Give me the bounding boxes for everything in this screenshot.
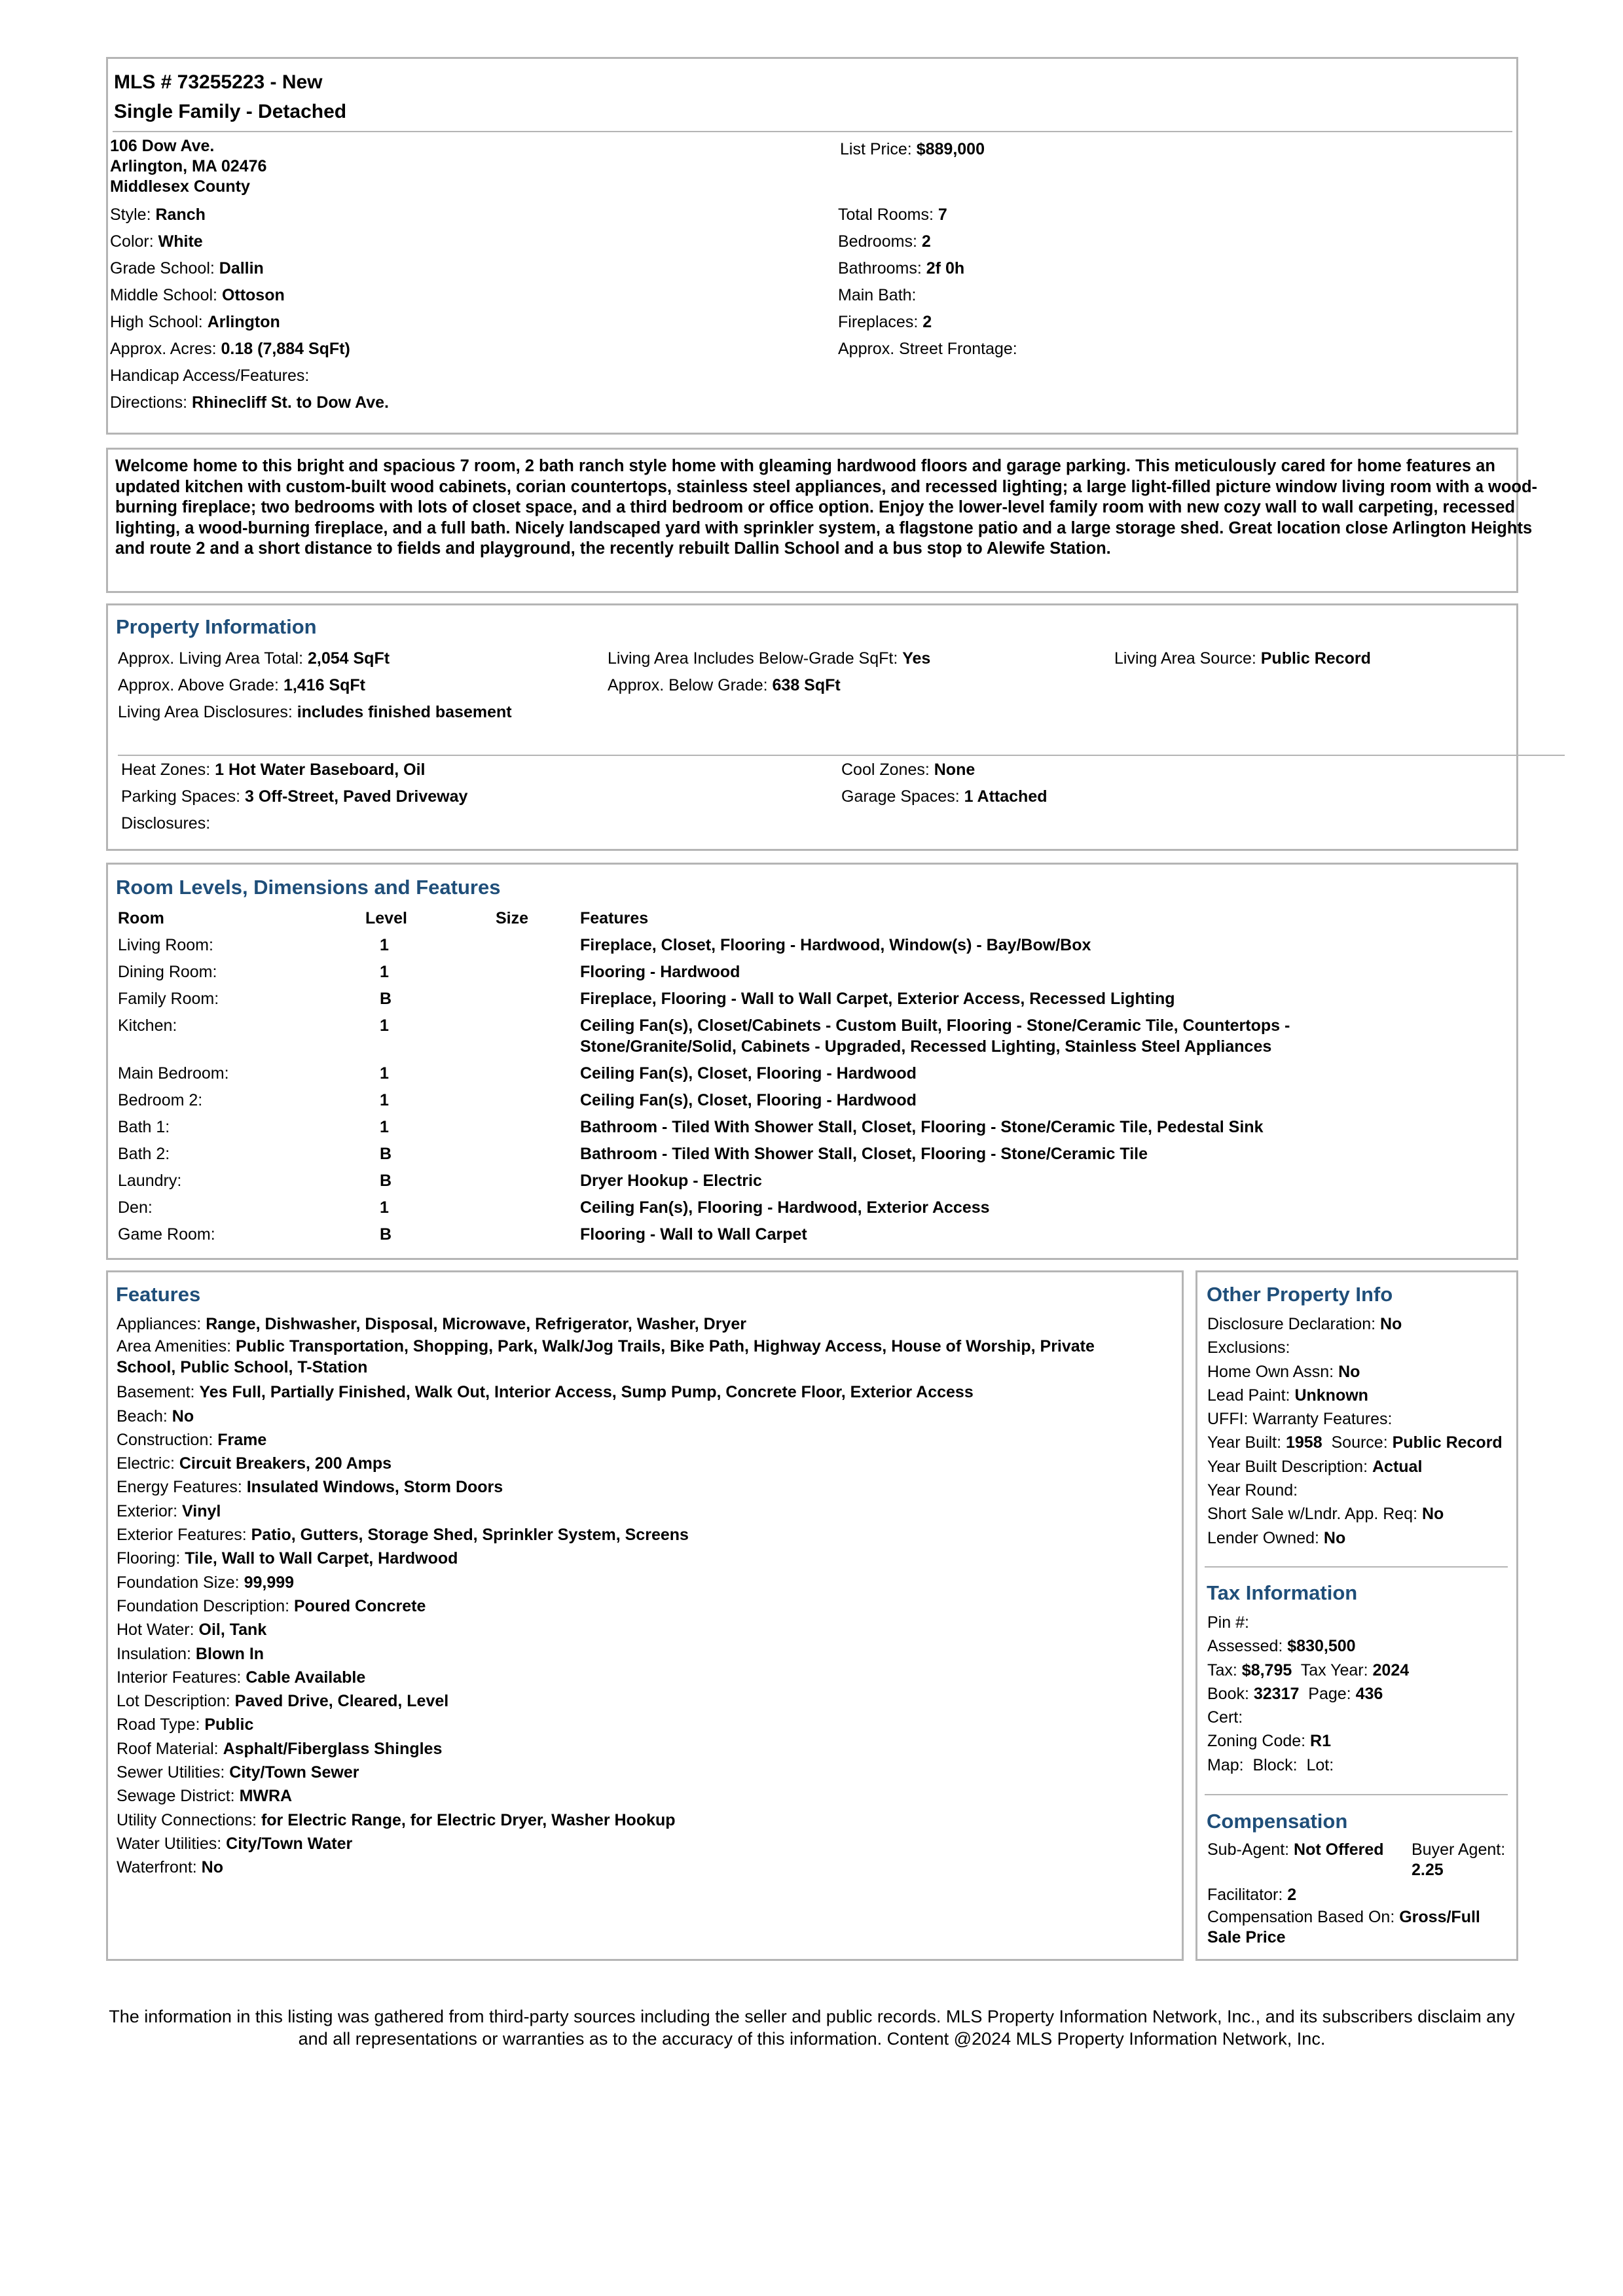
year-round: Year Round: <box>1207 1481 1298 1500</box>
detail-bedrooms: Bedrooms: 2 <box>838 232 931 251</box>
list-item: Lot Description: Paved Drive, Cleared, Level <box>117 1692 449 1711</box>
room-name: Main Bedroom: <box>118 1064 229 1083</box>
short-sale: Short Sale w/Lndr. App. Req: No <box>1207 1505 1444 1524</box>
compensation-title: Compensation <box>1207 1810 1348 1833</box>
above-grade: Approx. Above Grade: 1,416 SqFt <box>118 676 365 694</box>
list-item: Waterfront: No <box>117 1858 223 1877</box>
book-page: Book: 32317 Page: 436 <box>1207 1684 1383 1703</box>
list-price: List Price: $889,000 <box>840 140 985 158</box>
list-item: Roof Material: Asphalt/Fiberglass Shingles <box>117 1739 443 1758</box>
room-level: 1 <box>380 936 389 954</box>
room-name: Laundry: <box>118 1172 182 1190</box>
detail-grade-school: Grade School: Dallin <box>110 259 264 278</box>
buyer-agent-value: 2.25 <box>1412 1861 1444 1879</box>
property-info-title: Property Information <box>116 615 317 638</box>
lender-owned: Lender Owned: No <box>1207 1528 1346 1547</box>
cert: Cert: <box>1207 1708 1243 1727</box>
below-grade-included: Living Area Includes Below-Grade SqFt: Yes <box>608 649 931 668</box>
address-street: 106 Dow Ave. <box>110 137 215 155</box>
living-area-total: Approx. Living Area Total: 2,054 SqFt <box>118 649 390 668</box>
room-name: Family Room: <box>118 990 219 1008</box>
remarks-text: Welcome home to this bright and spacious 7 room, 2 bath ranch style home with gleaming hardwood floors and garage parking. This meticulously cared for home features an updated kitchen with custom-built wood cabinets, corian countertops, stainless steel appliances, and recessed lighting; a large light-filled picture window living room with a wood-burning fireplace; two bedrooms with lots of closet space, and a third bedroom or office option. Enjoy the lower-level family room with new cozy wall to wall carpeting, recessed lighting, a wood-burning fireplace, and a full bath. Nicely landscaped yard with sprinkler system, a flagstone patio and a large storage shed. Great location close Arlington Heights and route 2 and a short distance to fields and playground, the recently rebuilt Dallin School and a bus stop to Alewife Station. <box>115 457 1538 558</box>
room-level: B <box>380 1225 392 1244</box>
list-item: Flooring: Tile, Wall to Wall Carpet, Hardwood <box>117 1549 458 1568</box>
list-item: Energy Features: Insulated Windows, Storm Doors <box>117 1478 503 1497</box>
mls-number: MLS # 73255223 - New <box>114 71 323 93</box>
list-item: Insulation: Blown In <box>117 1644 264 1663</box>
disclosures: Disclosures: <box>121 814 211 833</box>
exclusions: Exclusions: <box>1207 1338 1290 1357</box>
list-item: Foundation Description: Poured Concrete <box>117 1596 426 1615</box>
room-name: Kitchen: <box>118 1016 177 1035</box>
address-county: Middlesex County <box>110 177 250 196</box>
list-item: Foundation Size: 99,999 <box>117 1573 295 1592</box>
room-level: B <box>380 990 392 1008</box>
room-features: Bathroom - Tiled With Shower Stall, Closet, Flooring - Stone/Ceramic Tile, Pedestal Sink <box>580 1118 1264 1136</box>
list-item: Basement: Yes Full, Partially Finished, Walk Out, Interior Access, Sump Pump, Concrete Floor, Exterior Access <box>117 1383 974 1402</box>
detail-high-school: High School: Arlington <box>110 313 280 331</box>
room-features: Ceiling Fan(s), Closet, Flooring - Hardwood <box>580 1064 917 1083</box>
list-item: Area Amenities: Public Transportation, Shopping, Park, Walk/Jog Trails, Bike Path, Highway Access, House of Worship, Private School, Public School, T-Station <box>117 1337 1095 1377</box>
detail-style: Style: Ranch <box>110 206 206 224</box>
header-divider <box>113 131 1512 132</box>
list-item: Construction: Frame <box>117 1430 267 1449</box>
list-item: Road Type: Public <box>117 1715 254 1734</box>
tax-title: Tax Information <box>1207 1581 1358 1604</box>
assessed: Assessed: $830,500 <box>1207 1637 1356 1656</box>
room-level: B <box>380 1172 392 1190</box>
rooms-header-size: Size <box>496 909 529 927</box>
room-features: Bathroom - Tiled With Shower Stall, Closet, Flooring - Stone/Ceramic Tile <box>580 1145 1148 1163</box>
room-level: 1 <box>380 963 389 981</box>
home-own-assn: Home Own Assn: No <box>1207 1362 1360 1381</box>
detail-main-bath: Main Bath: <box>838 286 917 304</box>
tax-list <box>1207 1611 1508 1777</box>
lead-paint: Lead Paint: Unknown <box>1207 1386 1368 1405</box>
list-item: Electric: Circuit Breakers, 200 Amps <box>117 1454 392 1473</box>
room-name: Bath 2: <box>118 1145 170 1163</box>
other-info-title: Other Property Info <box>1207 1283 1393 1306</box>
room-name: Bath 1: <box>118 1118 170 1136</box>
list-item: Exterior: Vinyl <box>117 1501 221 1520</box>
list-item: Beach: No <box>117 1407 194 1426</box>
zoning-code: Zoning Code: R1 <box>1207 1732 1332 1751</box>
room-level: 1 <box>380 1118 389 1136</box>
disclaimer-footer: The information in this listing was gathered from third-party sources including the seller and public records. MLS Property Information Network, Inc., and its subscribers disclaim any and all representations or warranties as to the accuracy of this information. Content @2024 MLS Property Information Network, Inc. <box>109 2007 1515 2049</box>
detail-middle-school: Middle School: Ottoson <box>110 286 285 304</box>
room-level: 1 <box>380 1198 389 1217</box>
pin: Pin #: <box>1207 1613 1249 1632</box>
list-item: Sewage District: MWRA <box>117 1787 293 1806</box>
buyer-agent <box>1412 1840 1510 1880</box>
detail-directions: Directions: Rhinecliff St. to Dow Ave. <box>110 393 389 412</box>
facilitator: Facilitator: 2 <box>1207 1886 1297 1904</box>
uffi: UFFI: Warranty Features: <box>1207 1410 1393 1429</box>
other-info-divider <box>1205 1566 1508 1568</box>
room-features: Ceiling Fan(s), Closet/Cabinets - Custom Built, Flooring - Stone/Ceramic Tile, Countertops - Stone/Granite/Solid, Cabinets - Upgraded, Recessed Lighting, Stainless Steel Appliances <box>580 1016 1290 1056</box>
property-info-divider <box>118 755 1565 756</box>
tax-divider <box>1205 1794 1508 1795</box>
living-area-disclosures: Living Area Disclosures: includes finished basement <box>118 703 512 721</box>
address-city: Arlington, MA 02476 <box>110 157 267 175</box>
compensation-based-on: Compensation Based On: Gross/Full Sale Price <box>1207 1908 1480 1946</box>
room-level: 1 <box>380 1091 389 1109</box>
sub-agent: Sub-Agent: Not Offered <box>1207 1840 1384 1859</box>
features-title: Features <box>116 1283 201 1306</box>
features-list <box>117 1312 1158 1880</box>
room-features: Flooring - Hardwood <box>580 963 740 981</box>
year-built-description: Year Built Description: Actual <box>1207 1457 1423 1476</box>
detail-street-frontage: Approx. Street Frontage: <box>838 340 1017 358</box>
room-name: Game Room: <box>118 1225 215 1244</box>
room-features: Fireplace, Closet, Flooring - Hardwood, Window(s) - Bay/Bow/Box <box>580 936 1091 954</box>
detail-color: Color: White <box>110 232 203 251</box>
year-built: Year Built: 1958 Source: Public Record <box>1207 1433 1503 1452</box>
heat-zones: Heat Zones: 1 Hot Water Baseboard, Oil <box>121 761 426 779</box>
list-item: Utility Connections: for Electric Range, for Electric Dryer, Washer Hookup <box>117 1810 676 1829</box>
room-name: Den: <box>118 1198 153 1217</box>
detail-bathrooms: Bathrooms: 2f 0h <box>838 259 965 278</box>
rooms-header-room: Room <box>118 909 164 927</box>
below-grade: Approx. Below Grade: 638 SqFt <box>608 676 841 694</box>
room-level: 1 <box>380 1016 389 1035</box>
tax-amount: Tax: $8,795 Tax Year: 2024 <box>1207 1660 1410 1679</box>
room-features: Ceiling Fan(s), Flooring - Hardwood, Exterior Access <box>580 1198 990 1217</box>
detail-fireplaces: Fireplaces: 2 <box>838 313 932 331</box>
list-item: Sewer Utilities: City/Town Sewer <box>117 1763 359 1782</box>
room-level: 1 <box>380 1064 389 1083</box>
room-features: Fireplace, Flooring - Wall to Wall Carpet, Exterior Access, Recessed Lighting <box>580 990 1175 1008</box>
room-features: Ceiling Fan(s), Closet, Flooring - Hardwood <box>580 1091 917 1109</box>
rooms-header-level: Level <box>365 909 407 927</box>
list-item: Hot Water: Oil, Tank <box>117 1621 267 1640</box>
room-name: Dining Room: <box>118 963 217 981</box>
garage-spaces: Garage Spaces: 1 Attached <box>841 787 1048 806</box>
cool-zones: Cool Zones: None <box>841 761 976 779</box>
room-features: Dryer Hookup - Electric <box>580 1172 762 1190</box>
list-item: Appliances: Range, Dishwasher, Disposal, Microwave, Refrigerator, Washer, Dryer <box>117 1315 746 1333</box>
property-type: Single Family - Detached <box>114 101 347 122</box>
other-info-list <box>1207 1312 1508 1550</box>
room-name: Bedroom 2: <box>118 1091 203 1109</box>
buyer-agent-label: Buyer Agent: <box>1412 1840 1506 1859</box>
property-info-box <box>106 603 1518 851</box>
living-area-source: Living Area Source: Public Record <box>1114 649 1371 668</box>
list-item: Interior Features: Cable Available <box>117 1668 366 1687</box>
room-level: B <box>380 1145 392 1163</box>
room-features: Flooring - Wall to Wall Carpet <box>580 1225 807 1244</box>
detail-handicap: Handicap Access/Features: <box>110 367 310 385</box>
list-item: Water Utilities: City/Town Water <box>117 1834 353 1853</box>
disclosure-declaration: Disclosure Declaration: No <box>1207 1315 1402 1333</box>
rooms-title: Room Levels, Dimensions and Features <box>116 876 501 899</box>
room-name: Living Room: <box>118 936 213 954</box>
list-item: Exterior Features: Patio, Gutters, Storage Shed, Sprinkler System, Screens <box>117 1526 689 1545</box>
parking-spaces: Parking Spaces: 3 Off-Street, Paved Driveway <box>121 787 468 806</box>
detail-acres: Approx. Acres: 0.18 (7,884 SqFt) <box>110 340 350 358</box>
map-block-lot: Map: Block: Lot: <box>1207 1755 1334 1774</box>
rooms-header-features: Features <box>580 909 649 927</box>
detail-total-rooms: Total Rooms: 7 <box>838 206 947 224</box>
